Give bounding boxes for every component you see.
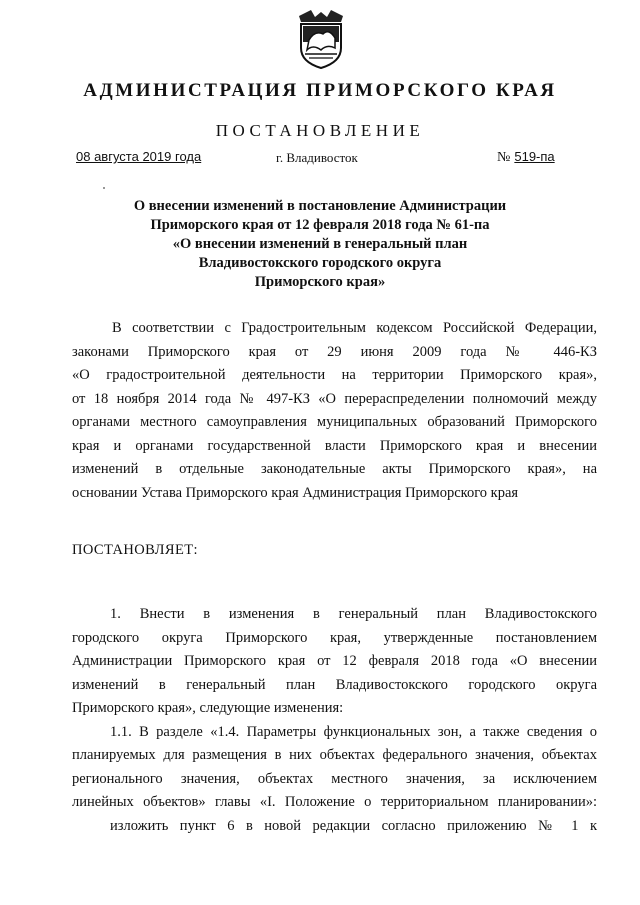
title-line: О внесении изменений в постановление Администрации <box>133 198 507 214</box>
organization-name: АДМИНИСТРАЦИЯ ПРИМОРСКОГО КРАЯ <box>83 80 557 101</box>
coat-of-arms-icon <box>295 8 347 70</box>
text-line: 1.1. В разделе «1.4. Параметры функциональных зон, а также сведения о <box>110 723 597 740</box>
title-line: Приморского края» <box>254 274 386 290</box>
text-line: законами Приморского края от 29 июня 2009 года № 446-КЗ <box>72 343 597 360</box>
text-line: В соответствии с Градостроительным кодексом Российской Федерации, <box>112 320 597 336</box>
text-line: Приморского края», следующие изменения: <box>72 700 344 716</box>
text-line: «О градостроительной деятельности на территории Приморского края», <box>72 367 597 383</box>
preamble-paragraph <box>72 317 597 505</box>
document-city: г. Владивосток <box>276 150 358 165</box>
text-line: от 18 ноября 2014 года № 497-КЗ «О перераспределении полномочий между <box>72 390 597 407</box>
number-value: 519-па <box>514 149 555 164</box>
title-line: Приморского края от 12 февраля 2018 года № 61-па <box>150 217 490 233</box>
document-type: ПОСТАНОВЛЕНИЕ <box>215 121 425 140</box>
clause-paragraph <box>72 603 597 838</box>
text-line: изложить пункт 6 в новой редакции согласно приложению № 1 к <box>110 817 597 834</box>
document-number <box>497 149 570 166</box>
document-title <box>90 197 550 292</box>
title-line: Владивостокского городского округа <box>198 255 442 271</box>
text-line: основании Устава Приморского края Администрация Приморского края <box>72 484 519 501</box>
text-line: 1. Внести в изменения в генеральный план Владивостокского <box>110 606 597 622</box>
text-line: края и органами государственной власти Приморского края и внесении <box>72 437 597 454</box>
text-line: городского округа Приморского края, утвержденные постановлением <box>72 629 597 646</box>
scan-dot <box>103 187 105 189</box>
text-line: линейных объектов» главы «I. Положение о территориальном планировании»: <box>72 794 597 810</box>
text-line: регионального значения, объектах местного значения, за исключением <box>72 770 597 787</box>
title-line: «О внесении изменений в генеральный план <box>172 236 468 252</box>
text-line: планируемых для размещения в них объектах федерального значения, объектах <box>72 747 597 763</box>
document-date: 08 августа 2019 года <box>76 149 202 164</box>
text-line: изменений в генеральный план Владивостокского городского округа <box>72 676 597 693</box>
decree-word: ПОСТАНОВЛЯЕТ: <box>72 542 198 558</box>
number-prefix: № <box>497 150 511 165</box>
text-line: Администрации Приморского края от 12 февраля 2018 года «О внесении <box>72 653 597 669</box>
text-line: изменений в отдельные законодательные акты Приморского края», на <box>72 461 597 477</box>
text-line: органами местного самоуправления муниципальных образований Приморского <box>72 414 597 430</box>
